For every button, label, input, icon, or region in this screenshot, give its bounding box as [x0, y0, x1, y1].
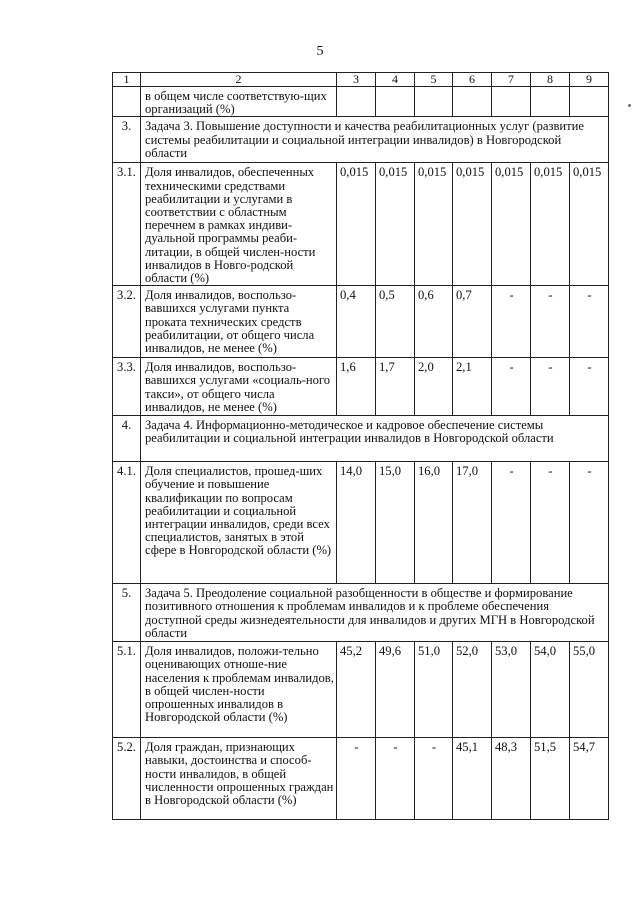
value-cell: 45,1: [453, 738, 492, 820]
value-cell: -: [376, 738, 415, 820]
value-cell: 1,7: [376, 358, 415, 416]
value-cell: [415, 87, 453, 117]
value-cell: [492, 87, 531, 117]
indicator-description-cell: Доля инвалидов, воспользо-вавшихся услугами пункта проката технических средств реабилитации, от общего числа инвалидов, не менее (%): [141, 286, 337, 358]
value-cell: 17,0: [453, 462, 492, 584]
value-cell: 0,015: [570, 163, 609, 286]
header-cell: 9: [570, 73, 609, 87]
value-cell: [376, 87, 415, 117]
value-cell: -: [570, 286, 609, 358]
value-cell: 51,5: [531, 738, 570, 820]
header-cell: 4: [376, 73, 415, 87]
value-cell: [337, 87, 376, 117]
value-cell: 0,4: [337, 286, 376, 358]
header-cell: 6: [453, 73, 492, 87]
value-cell: 14,0: [337, 462, 376, 584]
header-row: [113, 73, 609, 87]
task-row: [113, 416, 609, 462]
value-cell: 55,0: [570, 642, 609, 738]
page-number: 5: [316, 44, 324, 59]
value-cell: -: [337, 738, 376, 820]
row-number-cell: 5.: [113, 584, 141, 642]
task-row: [113, 117, 609, 163]
header-cell: 3: [337, 73, 376, 87]
header-cell: 7: [492, 73, 531, 87]
indicator-description-cell: Доля инвалидов, воспользо-вавшихся услугами «социаль-ного такси», от общего числа инвалидов, не менее (%): [141, 358, 337, 416]
value-cell: [570, 87, 609, 117]
value-cell: -: [531, 286, 570, 358]
margin-mark: [628, 104, 631, 107]
value-cell: 0,015: [531, 163, 570, 286]
value-cell: 45,2: [337, 642, 376, 738]
indicator-row: [113, 462, 609, 584]
indicator-row: [113, 738, 609, 820]
value-cell: 53,0: [492, 642, 531, 738]
value-cell: 0,7: [453, 286, 492, 358]
task-row: [113, 584, 609, 642]
value-cell: 49,6: [376, 642, 415, 738]
value-cell: 0,015: [415, 163, 453, 286]
indicator-row: [113, 87, 609, 117]
indicator-description-cell: Доля граждан, признающих навыки, достоинства и способ-ности инвалидов, в общей численности опрошенных граждан в Новгородской области (%): [141, 738, 337, 820]
row-number-cell: 4.1.: [113, 462, 141, 584]
value-cell: -: [492, 286, 531, 358]
header-cell: 8: [531, 73, 570, 87]
indicator-row: [113, 286, 609, 358]
value-cell: 0,015: [492, 163, 531, 286]
indicator-row: [113, 358, 609, 416]
value-cell: 54,0: [531, 642, 570, 738]
row-number-cell: 3.2.: [113, 286, 141, 358]
value-cell: -: [492, 358, 531, 416]
task-title-cell: Задача 3. Повышение доступности и качества реабилитационных услуг (развитие системы реабилитации и социальной интеграции инвалидов) в Новгородской области: [141, 117, 609, 163]
value-cell: 0,6: [415, 286, 453, 358]
indicator-description-cell: Доля специалистов, прошед-ших обучение и повышение квалификации по вопросам реабилитации и социальной интеграции инвалидов, среди всех специалистов, занятых в этой сфере в Новгородской области (%): [141, 462, 337, 584]
value-cell: 0,015: [337, 163, 376, 286]
indicator-row: [113, 642, 609, 738]
value-cell: -: [531, 358, 570, 416]
value-cell: 16,0: [415, 462, 453, 584]
row-number-cell: 3.1.: [113, 163, 141, 286]
row-number-cell: 5.1.: [113, 642, 141, 738]
indicator-row: [113, 163, 609, 286]
value-cell: 0,5: [376, 286, 415, 358]
value-cell: 48,3: [492, 738, 531, 820]
header-cell: 5: [415, 73, 453, 87]
row-number-cell: 3.: [113, 117, 141, 163]
value-cell: 15,0: [376, 462, 415, 584]
value-cell: [453, 87, 492, 117]
table-body: [113, 73, 609, 820]
row-number-cell: 3.3.: [113, 358, 141, 416]
indicator-description-cell: в общем числе соответствую-щих организаций (%): [141, 87, 337, 117]
value-cell: 51,0: [415, 642, 453, 738]
row-number-cell: 4.: [113, 416, 141, 462]
indicator-description-cell: Доля инвалидов, обеспеченных техническими средствами реабилитации и услугами в соответствии с областным перечнем в рамках индиви-дуальной программы реаби-литации, в общей числен-ности инвалидов в Новго-родской области (%): [141, 163, 337, 286]
indicators-table: [112, 72, 609, 820]
value-cell: -: [531, 462, 570, 584]
row-number-cell: 5.2.: [113, 738, 141, 820]
header-cell: 2: [141, 73, 337, 87]
header-cell: 1: [113, 73, 141, 87]
value-cell: 2,1: [453, 358, 492, 416]
value-cell: 1,6: [337, 358, 376, 416]
value-cell: 0,015: [376, 163, 415, 286]
task-title-cell: Задача 4. Информационно-методическое и кадровое обеспечение системы реабилитации и социальной интеграции инвалидов в Новгородской области: [141, 416, 609, 462]
value-cell: 54,7: [570, 738, 609, 820]
value-cell: 2,0: [415, 358, 453, 416]
value-cell: 0,015: [453, 163, 492, 286]
indicators-table-container: [112, 72, 608, 820]
value-cell: -: [570, 358, 609, 416]
indicator-description-cell: Доля инвалидов, положи-тельно оценивающих отноше-ние населения к проблемам инвалидов, в общей числен-ности опрошенных инвалидов в Новгородской области (%): [141, 642, 337, 738]
value-cell: 52,0: [453, 642, 492, 738]
value-cell: -: [570, 462, 609, 584]
value-cell: [531, 87, 570, 117]
row-number-cell: [113, 87, 141, 117]
task-title-cell: Задача 5. Преодоление социальной разобщенности в обществе и формирование позитивного отношения к проблемам инвалидов и к проблеме обеспечения доступной среды жизнедеятельности для инвалидов и других МГН в Новгородской области: [141, 584, 609, 642]
value-cell: -: [492, 462, 531, 584]
value-cell: -: [415, 738, 453, 820]
